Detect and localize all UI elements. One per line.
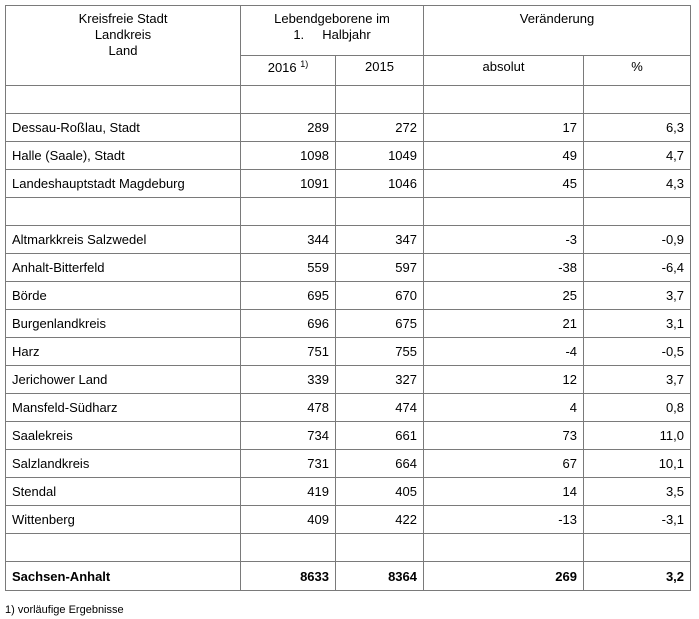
births-2015-cell: 474 xyxy=(336,394,424,422)
region-header-line: Landkreis xyxy=(94,27,152,42)
region-name-cell: Börde xyxy=(6,282,241,310)
change-absolute-cell: 17 xyxy=(424,114,584,142)
table-row xyxy=(6,562,691,591)
change-percent-cell: 3,7 xyxy=(584,366,691,394)
percent-header: % xyxy=(584,56,691,86)
spacer-row xyxy=(6,534,691,562)
change-percent-cell: 3,2 xyxy=(584,562,691,591)
change-absolute-cell: 14 xyxy=(424,478,584,506)
births-header-line: Lebendgeborene im xyxy=(274,11,390,26)
region-name-cell: Salzlandkreis xyxy=(6,450,241,478)
table-row xyxy=(6,422,691,450)
change-absolute-cell: -13 xyxy=(424,506,584,534)
change-absolute-cell: 4 xyxy=(424,394,584,422)
change-absolute-cell: 67 xyxy=(424,450,584,478)
births-2016-cell: 1098 xyxy=(241,142,336,170)
table-row xyxy=(6,282,691,310)
births-2015-cell: 327 xyxy=(336,366,424,394)
spacer-row xyxy=(6,198,691,226)
births-2016-cell: 339 xyxy=(241,366,336,394)
region-name-cell: Stendal xyxy=(6,478,241,506)
change-absolute-cell: -3 xyxy=(424,226,584,254)
change-percent-cell: 0,8 xyxy=(584,394,691,422)
year-2016-header xyxy=(241,56,336,86)
table-row xyxy=(6,170,691,198)
change-absolute-cell: 49 xyxy=(424,142,584,170)
spacer-row xyxy=(6,86,691,114)
change-absolute-cell: 21 xyxy=(424,310,584,338)
births-2015-cell: 1049 xyxy=(336,142,424,170)
change-percent-cell: 3,7 xyxy=(584,282,691,310)
year-2015-header: 2015 xyxy=(336,56,424,86)
births-2015-cell: 422 xyxy=(336,506,424,534)
change-percent-cell: 11,0 xyxy=(584,422,691,450)
births-2015-cell: 8364 xyxy=(336,562,424,591)
births-2015-cell: 670 xyxy=(336,282,424,310)
births-2016-cell: 1091 xyxy=(241,170,336,198)
region-name-cell: Wittenberg xyxy=(6,506,241,534)
table-row xyxy=(6,338,691,366)
births-2015-cell: 597 xyxy=(336,254,424,282)
change-absolute-cell: -4 xyxy=(424,338,584,366)
births-2016-cell: 409 xyxy=(241,506,336,534)
births-2016-cell: 751 xyxy=(241,338,336,366)
table-row xyxy=(6,226,691,254)
region-name-cell: Mansfeld-Südharz xyxy=(6,394,241,422)
change-percent-cell: 4,7 xyxy=(584,142,691,170)
region-header-line: Kreisfreie Stadt xyxy=(78,11,168,26)
births-2015-cell: 755 xyxy=(336,338,424,366)
region-name-cell: Burgenlandkreis xyxy=(6,310,241,338)
births-2016-cell: 734 xyxy=(241,422,336,450)
change-percent-cell: -0,5 xyxy=(584,338,691,366)
births-2016-cell: 695 xyxy=(241,282,336,310)
change-header-label: Veränderung xyxy=(519,11,595,26)
births-2015-cell: 675 xyxy=(336,310,424,338)
region-name-cell: Harz xyxy=(6,338,241,366)
births-group-header xyxy=(241,6,424,56)
births-2016-cell: 559 xyxy=(241,254,336,282)
change-percent-cell: 10,1 xyxy=(584,450,691,478)
region-name-cell: Anhalt-Bitterfeld xyxy=(6,254,241,282)
births-2016-cell: 478 xyxy=(241,394,336,422)
region-name-cell: Landeshauptstadt Magdeburg xyxy=(6,170,241,198)
change-percent-cell: -0,9 xyxy=(584,226,691,254)
change-absolute-cell: 73 xyxy=(424,422,584,450)
region-header-line: Land xyxy=(108,43,138,58)
year-2016-label: 2016 xyxy=(267,60,297,75)
table-row xyxy=(6,366,691,394)
table-row xyxy=(6,114,691,142)
footnote: 1) vorläufige Ergebnisse xyxy=(5,604,124,616)
table-row xyxy=(6,450,691,478)
change-absolute-cell: 269 xyxy=(424,562,584,591)
births-2016-cell: 8633 xyxy=(241,562,336,591)
change-percent-cell: 4,3 xyxy=(584,170,691,198)
region-name-cell: Halle (Saale), Stadt xyxy=(6,142,241,170)
footnote-marker: 1) xyxy=(300,59,309,69)
change-absolute-cell: 25 xyxy=(424,282,584,310)
region-column-header xyxy=(6,6,241,86)
births-2015-cell: 664 xyxy=(336,450,424,478)
births-2015-cell: 1046 xyxy=(336,170,424,198)
table-row xyxy=(6,506,691,534)
region-name-cell: Altmarkkreis Salzwedel xyxy=(6,226,241,254)
births-table xyxy=(5,5,691,591)
births-2015-cell: 405 xyxy=(336,478,424,506)
region-name-cell: Saalekreis xyxy=(6,422,241,450)
header-row xyxy=(6,6,691,56)
change-percent-cell: -6,4 xyxy=(584,254,691,282)
region-name-cell: Sachsen-Anhalt xyxy=(6,562,241,591)
absolute-header: absolut xyxy=(424,56,584,86)
births-2016-cell: 289 xyxy=(241,114,336,142)
table-row xyxy=(6,142,691,170)
change-percent-cell: 3,1 xyxy=(584,310,691,338)
change-absolute-cell: -38 xyxy=(424,254,584,282)
table-row xyxy=(6,254,691,282)
change-absolute-cell: 12 xyxy=(424,366,584,394)
births-2016-cell: 731 xyxy=(241,450,336,478)
births-2016-cell: 344 xyxy=(241,226,336,254)
births-2016-cell: 696 xyxy=(241,310,336,338)
births-2015-cell: 347 xyxy=(336,226,424,254)
change-percent-cell: 3,5 xyxy=(584,478,691,506)
change-percent-cell: -3,1 xyxy=(584,506,691,534)
change-percent-cell: 6,3 xyxy=(584,114,691,142)
region-name-cell: Dessau-Roßlau, Stadt xyxy=(6,114,241,142)
births-2016-cell: 419 xyxy=(241,478,336,506)
region-name-cell: Jerichower Land xyxy=(6,366,241,394)
births-2015-cell: 272 xyxy=(336,114,424,142)
births-2015-cell: 661 xyxy=(336,422,424,450)
change-group-header xyxy=(424,6,691,56)
table-row xyxy=(6,394,691,422)
table-row xyxy=(6,478,691,506)
change-absolute-cell: 45 xyxy=(424,170,584,198)
table-row xyxy=(6,310,691,338)
births-header-line: 1. Halbjahr xyxy=(293,27,371,42)
